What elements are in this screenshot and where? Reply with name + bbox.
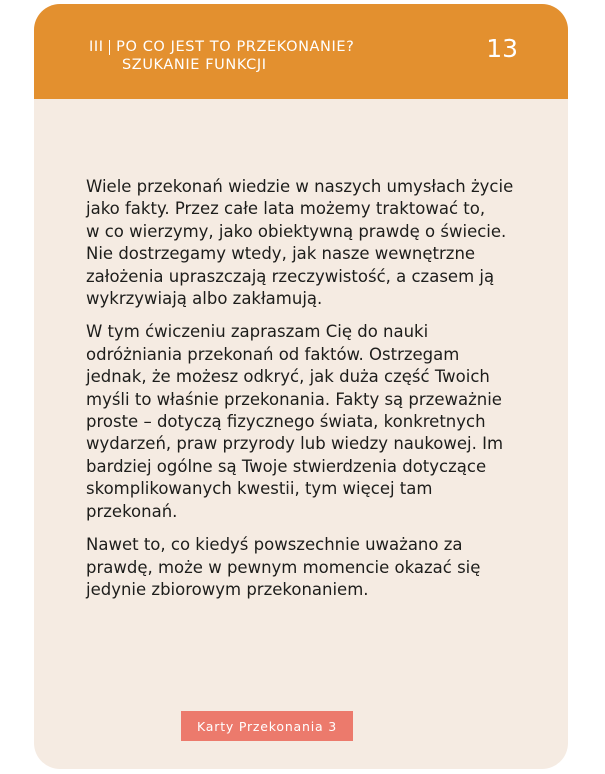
paragraph-2: W tym ćwiczeniu zapraszam Cię do nauki odróżniania przekonań od faktów. Ostrzegam jednak, że możesz odkryć, jak duża część Twoich myśli to właśnie przekonania. Fakty są przeważnie proste – dotyczą fizycznego świata, konkretnych wydarzeń, praw przyrody lub wiedzy naukowej. Im bardziej ogólne są Twoje stwierdzenia dotyczące skomplikowanych kwestii, tym więcej tam przekonań. <box>86 322 504 521</box>
section-title-line1: PO CO JEST TO PRZEKONANIE? <box>116 39 355 55</box>
section-number: III <box>89 39 104 55</box>
paragraph-3: Nawet to, co kiedyś powszechnie uważano za prawdę, może w pewnym momencie okazać się jedynie zbiorowym przekonaniem. <box>86 535 481 599</box>
card <box>34 4 568 769</box>
deck-name-badge: Karty Przekonania 3 <box>181 711 353 741</box>
card-header <box>34 4 568 99</box>
page-number: 13 <box>486 34 518 63</box>
section-title-line2: SZUKANIE FUNKCJI <box>122 57 267 73</box>
section-heading <box>89 38 354 74</box>
card-body <box>86 176 526 612</box>
paragraph-1: Wiele przekonań wiedzie w naszych umysłach życie jako fakty. Przez całe lata możemy traktować to, w co wierzymy, jako obiektywną prawdę o świecie. Nie dostrzegamy wtedy, jak nasze wewnętrzne założenia upraszczają rzeczywistość, a czasem ją wykrzywiają albo zakłamują. <box>86 177 514 309</box>
section-divider <box>109 40 111 55</box>
